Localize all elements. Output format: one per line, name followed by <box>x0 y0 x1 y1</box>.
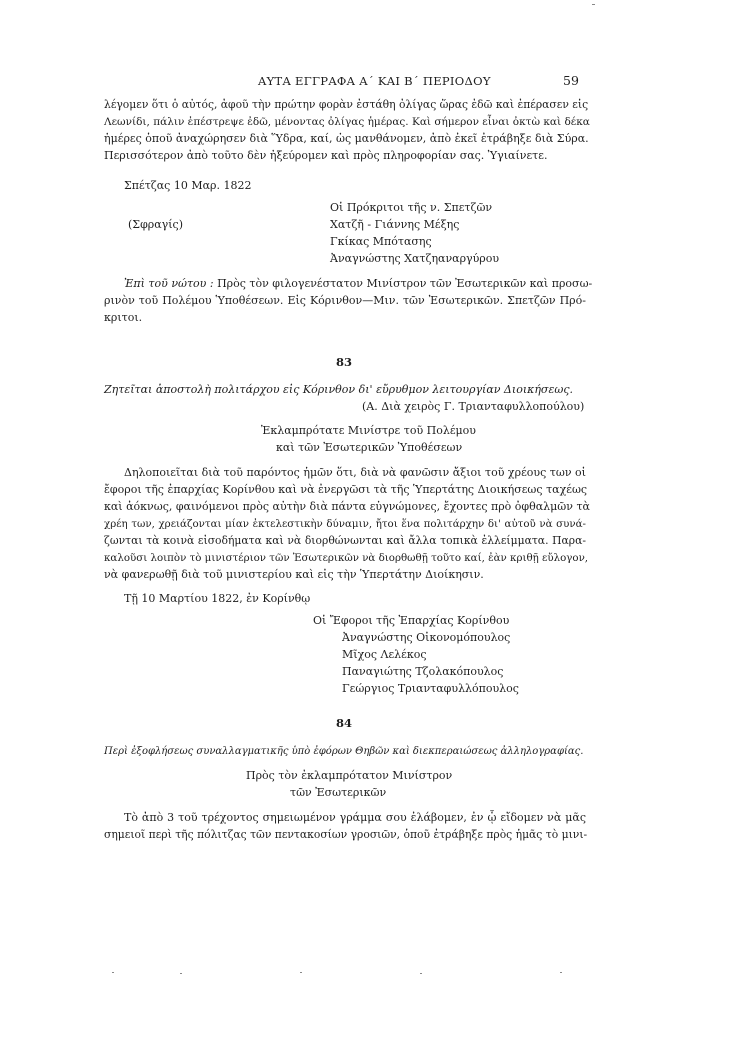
scan-speck <box>300 972 302 973</box>
endorsement-text: Πρὸς τὸν φιλογενέστατον Μινίστρον τῶν Ἐσωτερικῶν καὶ προσω- <box>217 277 593 290</box>
paragraph-line: χρέη των, χρειάζονται μίαν ἐκτελεστικὴν δύναμιν, ἤτοι ἕνα πολιτάρχην δι' αὐτοῦ νὰ συνά- <box>104 518 586 530</box>
signatory-name: Παναγιώτης Τζολακόπουλος <box>342 665 504 678</box>
document-summary: Περὶ ἐξοφλήσεως συναλλαγματικῆς ὑπὸ ἐφόρων Θηβῶν καὶ διεκπεραιώσεως ἀλληλογραφίας. <box>104 746 584 757</box>
page-number: 59 <box>563 73 579 88</box>
paragraph-line: καὶ ἀόκνως, φαινόμενοι πρὸς αὐτὴν διὰ πάντα εὐγνώμονες, ἔχοντες πρὸ ὀφθαλμῶν τὰ <box>104 500 590 513</box>
endorsement-line: ρινὸν τοῦ Πολέμου Ὑποθέσεων. Εἰς Κόρινθον—Μιν. τῶν Ἐσωτερικῶν. Σπετζῶν Πρό- <box>104 294 586 307</box>
scan-speck <box>112 972 114 973</box>
document-number: 84 <box>336 716 353 730</box>
scan-speck <box>560 972 562 973</box>
paragraph-line: λέγομεν ὅτι ὁ αὐτός, ἀφοῦ τὴν πρώτην φορὰν ἐστάθη ὀλίγας ὥρας ἐδῶ καὶ ἐπέρασεν εἰς <box>104 98 589 111</box>
paragraph-line: ἡμέρες ὁποῦ ἀναχώρησεν διὰ Ὕδρα, καί, ὡς μανθάνομεν, ἀπὸ ἐκεῖ ἐτράβηξε διὰ Σύρα. <box>104 132 589 145</box>
signatory-name: Μῖχος Λελέκος <box>342 648 427 661</box>
signatory-heading: Οἱ Πρόκριτοι τῆς ν. Σπετζῶν <box>330 201 493 214</box>
endorsement-line: κριτοι. <box>104 311 143 324</box>
salutation-line: τῶν Ἐσωτερικῶν <box>290 786 387 799</box>
scan-speck <box>420 973 422 974</box>
paragraph-line: Λεωνίδι, πάλιν ἐπέστρεψε ἐδῶ, μένοντας ὀλίγας ἡμέρας. Καὶ σήμερον εἶναι ὀκτὼ καὶ δέκα <box>104 116 590 128</box>
document-source: (Α. Διὰ χειρὸς Γ. Τριανταφυλλοπούλου) <box>362 400 585 413</box>
signatory-name: Γκίκας Μπότασης <box>330 235 432 248</box>
seal-note: (Σφραγίς) <box>128 218 184 231</box>
scan-speck <box>180 973 182 974</box>
document-date: Τῇ 10 Μαρτίου 1822, ἐν Κορίνθῳ <box>124 592 311 605</box>
signatory-heading: Οἱ Ἔφοροι τῆς Ἐπαρχίας Κορίνθου <box>313 614 510 627</box>
endorsement-label: Ἐπὶ τοῦ νώτου : <box>124 277 214 290</box>
document-number: 83 <box>336 355 353 369</box>
signatory-name: Ἀναγνώστης Οἰκονομόπουλος <box>342 631 511 644</box>
signatory-name: Χατζῆ - Γιάννης Μέξης <box>330 218 460 231</box>
running-header: ΑΥΤΑ ΕΓΓΡΑΦΑ Α΄ ΚΑΙ Β΄ ΠΕΡΙΟΔΟΥ <box>258 74 491 88</box>
paragraph-line: Δηλοποιεῖται διὰ τοῦ παρόντος ἡμῶν ὅτι, διὰ νὰ φανῶσιν ἄξιοι τοῦ χρέους των οἱ <box>124 466 586 479</box>
paragraph-line: σημειοῖ περὶ τῆς πόλιτζας τῶν πεντακοσίων γροσιῶν, ὁποῦ ἐτράβηξε πρὸς ἡμᾶς τὸ μινι- <box>104 828 588 841</box>
paragraph-line: ζωνται τὰ κοινὰ εἰσοδήματα καὶ νὰ διορθώνωνται καὶ ἄλλα τοπικὰ ἐλλείμματα. Παρα- <box>104 534 586 547</box>
document-summary: Ζητεῖται ἀποστολὴ πολιτάρχου εἰς Κόρινθον δι' εὔρυθμον λειτουργίαν Διοικήσεως. <box>104 383 573 396</box>
salutation-line: Ἐκλαμπρότατε Μινίστρε τοῦ Πολέμου <box>261 424 476 437</box>
salutation-line: καὶ τῶν Ἐσωτερικῶν Ὑποθέσεων <box>276 441 463 454</box>
signatory-name: Γεώργιος Τριανταφυλλόπουλος <box>342 682 519 695</box>
paragraph-line: νὰ φανερωθῇ διὰ τοῦ μινιστερίου καὶ εἰς τὴν Ὑπερτάτην Διοίκησιν. <box>104 568 484 581</box>
endorsement-line <box>124 277 593 291</box>
paragraph-line: Τὸ ἀπὸ 3 τοῦ τρέχοντος σημειωμένον γράμμα σου ἐλάβομεν, ἐν ᾧ εἴδομεν νὰ μᾶς <box>124 811 586 824</box>
salutation-line: Πρὸς τὸν ἐκλαμπρότατον Μινίστρον <box>246 769 453 782</box>
signatory-name: Ἀναγνώστης Χατζηαναργύρου <box>330 252 500 265</box>
document-date: Σπέτζας 10 Μαρ. 1822 <box>124 179 252 192</box>
paragraph-line: Περισσότερον ἀπὸ τοῦτο δὲν ἠξεύρομεν καὶ πρὸς πληροφορίαν σας. Ὑγιαίνετε. <box>104 149 548 162</box>
paragraph-line: ἔφοροι τῆς ἐπαρχίας Κορίνθου καὶ νὰ ἐνεργῶσι τὰ τῆς Ὑπερτάτης Διοικήσεως ταχέως <box>104 483 588 496</box>
scan-speck <box>592 4 595 5</box>
paragraph-line: καλοῦσι λοιπὸν τὸ μινιστέριον τῶν Ἐσωτερικῶν νὰ διορθωθῇ τοῦτο καί, ἐὰν κριθῇ εὔλογον, <box>104 552 589 564</box>
